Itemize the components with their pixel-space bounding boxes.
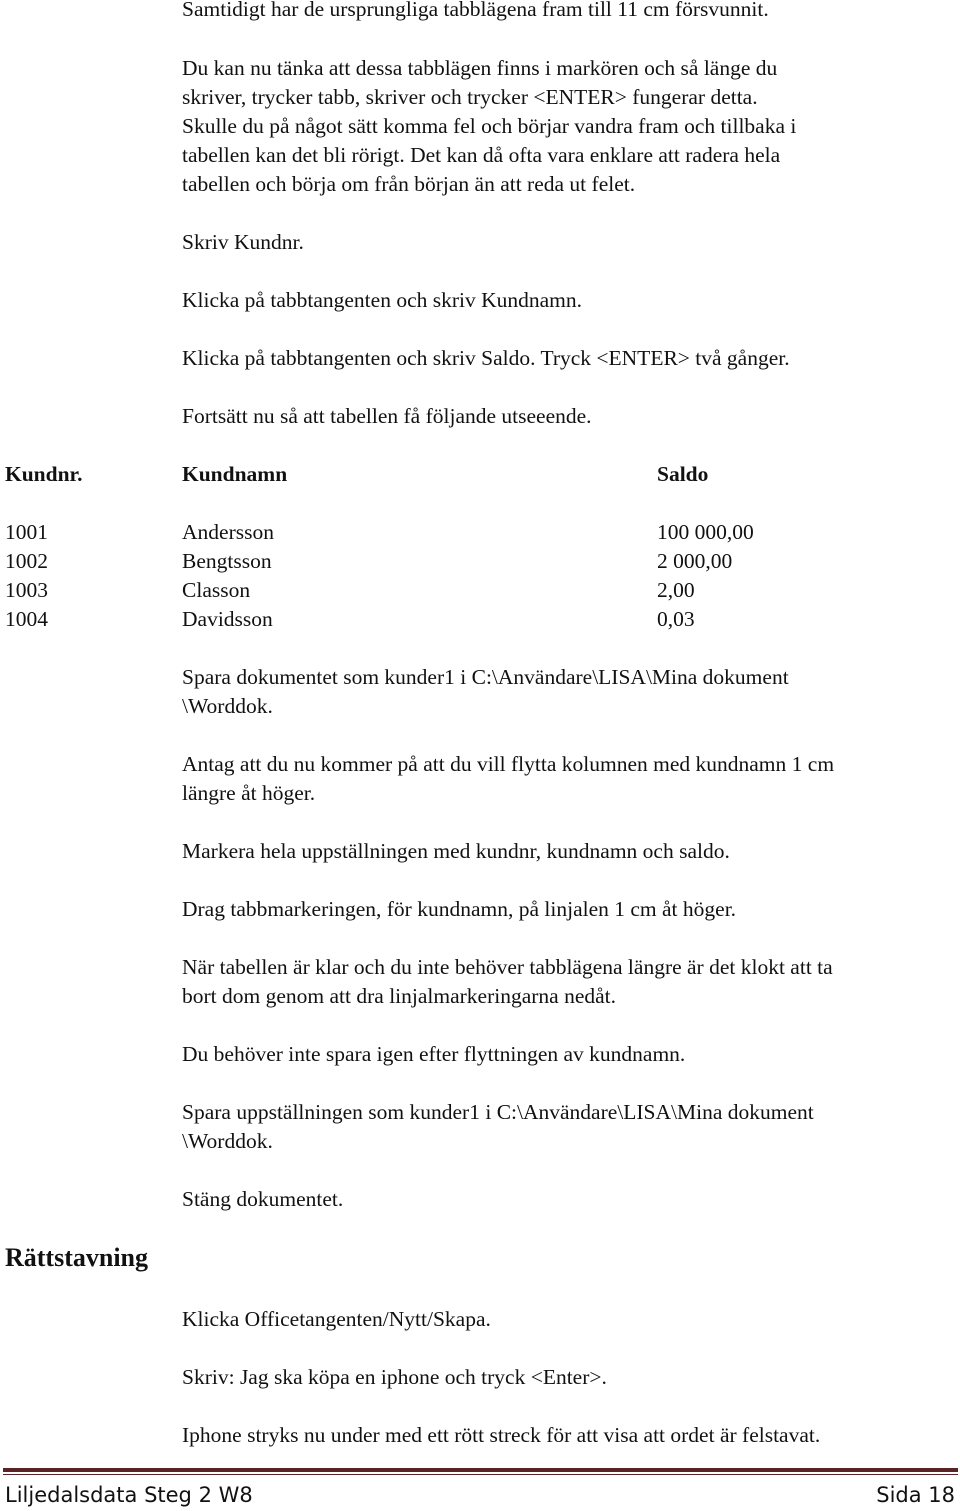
paragraph-line: Fortsätt nu så att tabellen få följande utseeende. [182, 404, 592, 428]
paragraph-line: Samtidigt har de ursprungliga tabblägena fram till 11 cm försvunnit. [182, 0, 769, 21]
table-cell: 1004 [5, 607, 48, 631]
instruction-line: Skriv: Jag ska köpa en iphone och tryck <Enter>. [182, 1365, 607, 1389]
instruction-line: Markera hela uppställningen med kundnr, kundnamn och saldo. [182, 839, 730, 863]
table-cell: 1002 [5, 549, 48, 573]
footer-divider [3, 1468, 958, 1472]
paragraph-line: skriver, trycker tabb, skriver och trycker <ENTER> fungerar detta. [182, 85, 758, 109]
table-cell: Classon [182, 578, 251, 602]
table-header-kundnr: Kundnr. [5, 462, 83, 486]
table-cell: 1001 [5, 520, 48, 544]
instruction-line: Spara dokumentet som kunder1 i C:\Användare\LISA\Mina dokument [182, 665, 789, 689]
paragraph-line: Du kan nu tänka att dessa tabblägen finns i markören och så länge du [182, 56, 778, 80]
paragraph-line: Klicka på tabbtangenten och skriv Kundnamn. [182, 288, 583, 312]
paragraph-line: Skriv Kundnr. [182, 230, 304, 254]
instruction-line: \Worddok. [182, 694, 273, 718]
instruction-line: längre åt höger. [182, 781, 316, 805]
paragraph-line: tabellen och börja om från början än att reda ut felet. [182, 172, 636, 196]
table-cell: 0,03 [657, 607, 695, 631]
instruction-line: bort dom genom att dra linjalmarkeringarna nedåt. [182, 984, 617, 1008]
instruction-line: \Worddok. [182, 1129, 273, 1153]
table-cell: 100 000,00 [657, 520, 754, 544]
instruction-line: När tabellen är klar och du inte behöver tabblägena längre är det klokt att ta [182, 955, 833, 979]
paragraph-line: Klicka på tabbtangenten och skriv Saldo. Tryck <ENTER> två gånger. [182, 346, 790, 370]
instruction-line: Drag tabbmarkeringen, för kundnamn, på linjalen 1 cm åt höger. [182, 897, 737, 921]
instruction-line: Du behöver inte spara igen efter flyttningen av kundnamn. [182, 1042, 686, 1066]
page-number: Sida 18 [876, 1483, 955, 1507]
table-header-saldo: Saldo [657, 462, 709, 486]
instruction-line: Klicka Officetangenten/Nytt/Skapa. [182, 1307, 491, 1331]
instruction-line: Iphone stryks nu under med ett rött streck för att visa att ordet är felstavat. [182, 1423, 821, 1447]
table-cell: Bengtsson [182, 549, 272, 573]
instruction-line: Antag att du nu kommer på att du vill flytta kolumnen med kundnamn 1 cm [182, 752, 835, 776]
table-cell: 1003 [5, 578, 48, 602]
section-heading: Rättstavning [5, 1243, 149, 1272]
table-cell: Andersson [182, 520, 274, 544]
table-cell: 2 000,00 [657, 549, 733, 573]
paragraph-line: Skulle du på något sätt komma fel och börjar vandra fram och tillbaka i [182, 114, 797, 138]
footer-divider-thin [3, 1474, 958, 1475]
table-header-kundnamn: Kundnamn [182, 462, 288, 486]
footer-left-text: Liljedalsdata Steg 2 W8 [5, 1483, 253, 1507]
instruction-line: Stäng dokumentet. [182, 1187, 344, 1211]
paragraph-line: tabellen kan det bli rörigt. Det kan då ofta vara enklare att radera hela [182, 143, 781, 167]
instruction-line: Spara uppställningen som kunder1 i C:\Användare\LISA\Mina dokument [182, 1100, 814, 1124]
table-cell: 2,00 [657, 578, 695, 602]
table-cell: Davidsson [182, 607, 273, 631]
